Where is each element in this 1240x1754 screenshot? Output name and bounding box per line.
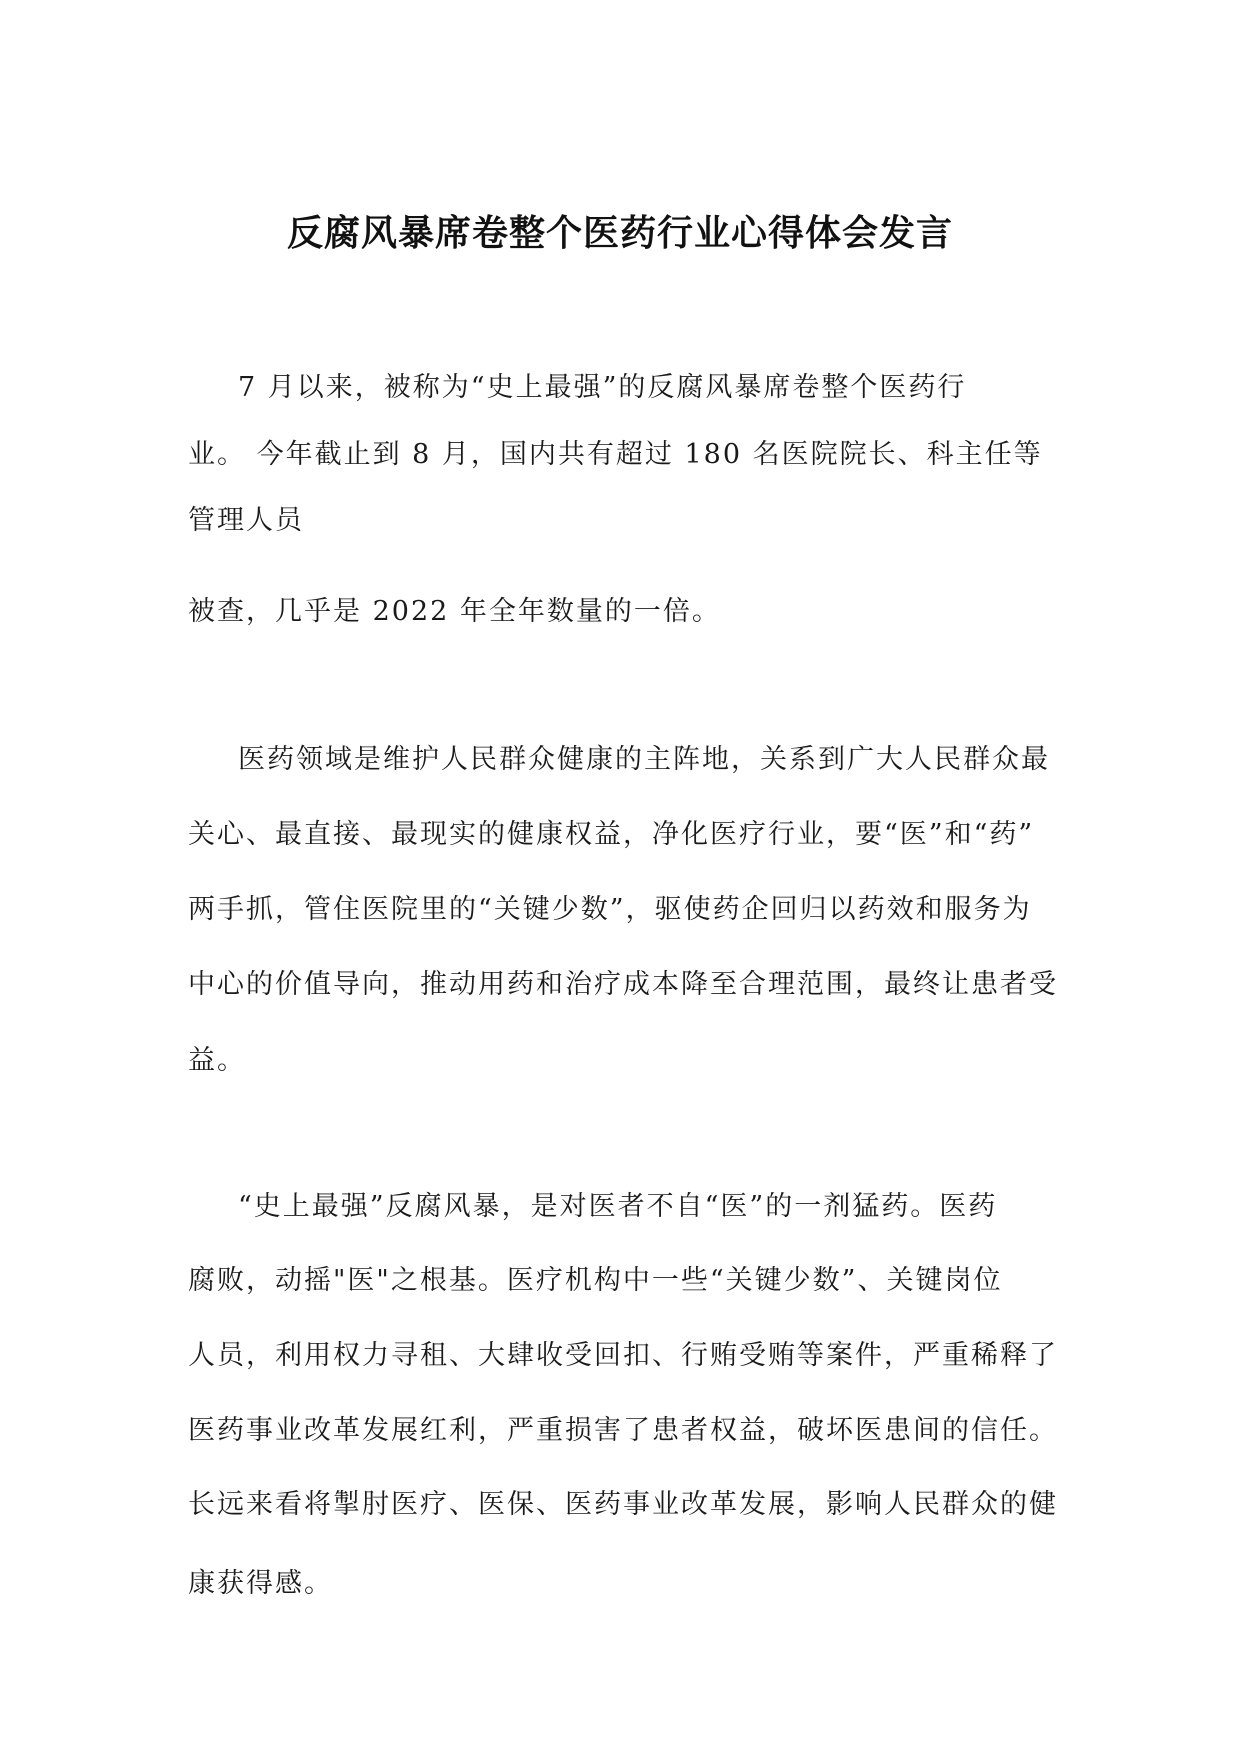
paragraph-2-line-3: 两手抓，管住医院里的“关键少数”，驱使药企回归以药效和服务为 <box>188 894 1032 925</box>
paragraph-2-line-4: 中心的价值导向，推动用药和治疗成本降至合理范围，最终让患者受 <box>188 969 1058 1000</box>
paragraph-1-line-4: 被查，几乎是 2022 年全年数量的一倍。 <box>188 596 721 627</box>
paragraph-1-line-3: 管理人员 <box>188 505 304 536</box>
paragraph-3-line-2: 腐败，动摇"医"之根基。医疗机构中一些“关键少数”、关键岗位 <box>188 1265 1003 1296</box>
paragraph-1-line-2: 业。 今年截止到 8 月，国内共有超过 180 名医院院长、科主任等 <box>188 439 1043 470</box>
paragraph-2-line-5: 益。 <box>188 1045 246 1076</box>
paragraph-3-line-5: 长远来看将掣肘医疗、医保、医药事业改革发展，影响人民群众的健 <box>188 1489 1058 1520</box>
paragraph-1-line-1: 7 月以来，被称为“史上最强”的反腐风暴席卷整个医药行 <box>238 372 967 403</box>
paragraph-3-line-3: 人员，利用权力寻租、大肆收受回扣、行贿受贿等案件，严重稀释了 <box>188 1340 1058 1371</box>
paragraph-3-line-6: 康获得感。 <box>188 1568 333 1599</box>
paragraph-2-line-2: 关心、最直接、最现实的健康权益，净化医疗行业，要“医”和“药” <box>188 819 1035 850</box>
paragraph-3-line-4: 医药事业改革发展红利，严重损害了患者权益，破坏医患间的信任。 <box>188 1415 1058 1446</box>
paragraph-2-line-1: 医药领域是维护人民群众健康的主阵地，关系到广大人民群众最 <box>238 744 1050 775</box>
document-title: 反腐风暴席卷整个医药行业心得体会发言 <box>286 213 953 254</box>
paragraph-3-line-1: “史上最强”反腐风暴，是对医者不自“医”的一剂猛药。医药 <box>238 1191 998 1222</box>
